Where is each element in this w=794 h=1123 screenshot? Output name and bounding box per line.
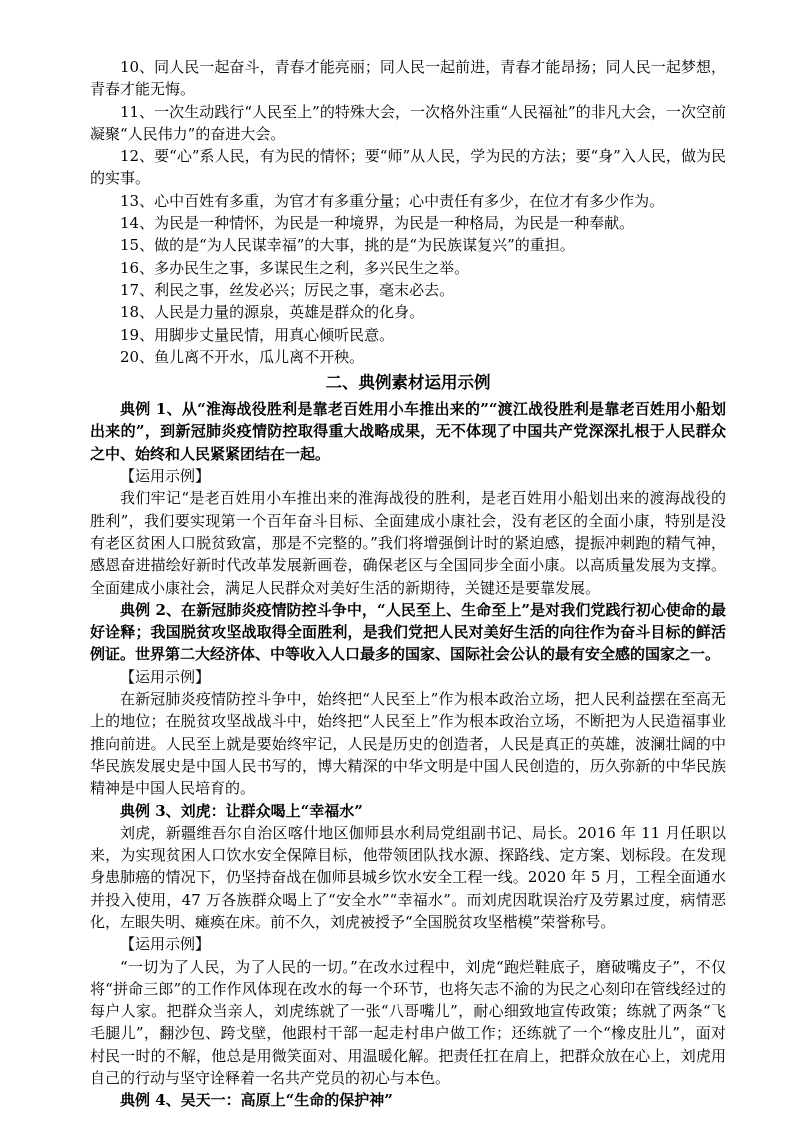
quote-item: 12、要“心”系人民，有为民的情怀；要“师”从人民，学为民的方法；要“身”入人民，做为民的实事。: [90, 147, 726, 188]
quote-item: 16、多办民生之事，多谋民生之利，多兴民生之举。: [120, 258, 470, 277]
quote-item: 15、做的是“为人民谋幸福”的大事，挑的是“为民族谋复兴”的重担。: [120, 236, 575, 255]
usage-label: 【运用示例】: [120, 935, 211, 954]
quote-item: 10、同人民一起奋斗，青春才能亮丽；同人民一起前进，青春才能昂扬；同人民一起梦想，青春才能无悔。: [90, 58, 726, 99]
section-heading: 二、典例素材运用示例: [325, 373, 491, 393]
example-4-title: 典例 4、吴天一：高原上“生命的保护神”: [120, 1091, 393, 1110]
document-page: [90, 56, 726, 1112]
quote-item: 11、一次生动践行“人民至上”的特殊大会，一次格外注重“人民福祉”的非凡大会，一次空前凝聚“人民伟力”的奋进大会。: [90, 102, 726, 143]
quote-item: 18、人民是力量的源泉，英雄是群众的化身。: [120, 303, 425, 322]
example-3-body: 刘虎，新疆维吾尔自治区喀什地区伽师县水利局党组副书记、局长。2016 年 11 月任职以来，为实现贫困人口饮水安全保障目标，他带领团队找水源、探路线、定方案、划标段。在发现身患肺癌的情况下，仍坚持奋战在伽师县城乡饮水安全工程一线。2020 年 5 月，工程全面通水并投入使用，47 万各族群众喝上了“安全水”“幸福水”。而刘虎因耽误治疗及劳累过度，病情恶化，左眼失明、瘫痪在床。前不久，刘虎被授予“全国脱贫攻坚楷模”荣誉称号。: [90, 823, 726, 931]
example-1-title: 典例 1、从“淮海战役胜利是靠老百姓用小车推出来的”“渡江战役胜利是靠老百姓用小船划出来的”，到新冠肺炎疫情防控取得重大战略成果，无不体现了中国共产党深深扎根于人民群众之中、始终和人民紧紧团结在一起。: [90, 400, 726, 463]
quote-item: 13、心中百姓有多重，为官才有多重分量；心中责任有多少，在位才有多少作为。: [120, 191, 665, 210]
example-1-usage: 我们牢记“是老百姓用小车推出来的淮海战役的胜利，是老百姓用小船划出来的渡海战役的胜利”，我们要实现第一个百年奋斗目标、全面建成小康社会，没有老区的全面小康，特别是没有老区贫困人口脱贫致富，那是不完整的。”我们将增强倒计时的紧迫感，提振冲刺跑的精气神，感恩奋进描绘好新时代改革发展新画卷，确保老区与全国同步全面小康。以高质量发展为支撑。全面建成小康社会，满足人民群众对美好生活的新期待，关键还是要靠发展。: [90, 489, 726, 597]
example-3-title: 典例 3、刘虎：让群众喝上“幸福水”: [120, 801, 363, 820]
example-3-usage: “一切为了人民，为了人民的一切。”在改水过程中，刘虎“跑烂鞋底子，磨破嘴皮子”，不仅将“拼命三郎”的工作作风体现在改水的每一个环节，也将矢志不渝的为民之心刻印在管线经过的每户人家。把群众当亲人，刘虎练就了一张“八哥嘴儿”，耐心细致地宣传政策；练就了两条“飞毛腿儿”，翻沙包、跨戈壁，他跟村干部一起走村串户做工作；还练就了一个“橡皮肚儿”，面对村民一时的不解，他总是用微笑面对、用温暖化解。把责任扛在肩上，把群众放在心上，刘虎用自己的行动与坚守诠释着一名共产党员的初心与本色。: [90, 957, 726, 1088]
example-2-title: 典例 2、在新冠肺炎疫情防控斗争中，“人民至上、生命至上”是对我们党践行初心使命的最好诠释；我国脱贫攻坚战取得全面胜利，是我们党把人民对美好生活的向往作为奋斗目标的鲜活例证。世界第二大经济体、中等收入人口最多的国家、国际社会公认的最有安全感的国家之一。: [90, 600, 726, 664]
quote-item: 17、利民之事，丝发必兴；厉民之事，毫末必去。: [120, 280, 455, 299]
usage-label: 【运用示例】: [120, 467, 211, 486]
usage-label: 【运用示例】: [120, 667, 211, 686]
quote-item: 14、为民是一种情怀，为民是一种境界，为民是一种格局，为民是一种奉献。: [120, 214, 635, 233]
example-2-usage: 在新冠肺炎疫情防控斗争中，始终把“人民至上”作为根本政治立场，把人民利益摆在至高无上的地位；在脱贫攻坚战战斗中，始终把“人民至上”作为根本政治立场，不断把为人民造福事业推向前进。人民至上就是要始终牢记，人民是历史的创造者，人民是真正的英雄，波澜壮阔的中华民族发展史是中国人民书写的，博大精深的中华文明是中国人民创造的，历久弥新的中华民族精神是中国人民培育的。: [90, 690, 726, 798]
quote-item: 19、用脚步丈量民情，用真心倾听民意。: [120, 325, 395, 344]
quote-item: 20、鱼儿离不开水，瓜儿离不开秧。: [120, 347, 365, 366]
